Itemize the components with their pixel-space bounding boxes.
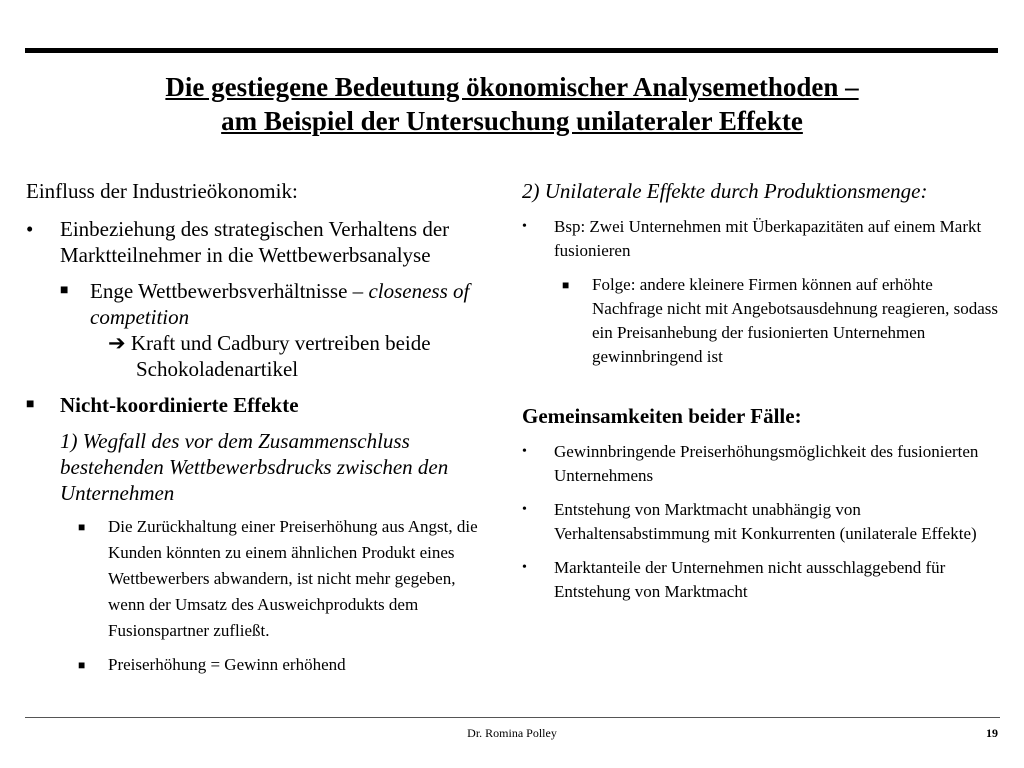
right-sub-bullet-1-text: Folge: andere kleinere Firmen können auf erhöhte Nachfrage nicht mit Angebotsausdehnung reagieren, sodass ein Preisanhebung der fusionierten Unternehmen gewinnbringend ist — [592, 275, 998, 366]
arrow-line — [90, 330, 496, 356]
slide-title — [0, 70, 1024, 138]
bullet-dot-icon: • — [522, 560, 527, 575]
common-item — [522, 498, 1002, 546]
left-sub-bullet-1-text: Enge Wettbewerbsverhältnisse – — [90, 279, 364, 303]
left-section-1: 1) Wegfall des vor dem Zusammenschluss bestehenden Wettbewerbsdrucks zwischen den Unternehmen — [60, 429, 449, 505]
common-item — [522, 440, 1002, 488]
left-sub-bullet-2 — [26, 392, 496, 418]
bullet-dot-icon: • — [522, 502, 527, 517]
arrow-right-icon: ➔ — [108, 331, 126, 355]
title-line-1: Die gestiegene Bedeutung ökonomischer Analysemethoden – — [165, 72, 859, 102]
common-item-text: Entstehung von Marktmacht unabhängig von Verhaltensabstimmung mit Konkurrenten (unilaterale Effekte) — [554, 500, 977, 543]
square-bullet-icon: ■ — [562, 278, 570, 292]
square-bullet-icon: ■ — [60, 283, 69, 298]
left-column — [26, 178, 496, 686]
left-sub-bullet-1 — [26, 278, 496, 382]
arrow-line-text: Kraft und Cadbury vertreiben beide — [130, 331, 431, 355]
bottom-rule — [25, 717, 1000, 718]
common-heading: Gemeinsamkeiten beider Fälle: — [522, 404, 802, 428]
left-detail-1-text: Die Zurückhaltung einer Preiserhöhung aus Angst, die Kunden könnten zu einem ähnlichen Produkt eines Wettbewerbers abwandern, ist nicht mehr gegeben, wenn der Umsatz des Ausweichprodukts dem Fusionspartner zufließt. — [108, 517, 478, 640]
left-heading: Einfluss der Industrieökonomik: — [26, 179, 298, 203]
left-bullet-1-text: Einbeziehung des strategischen Verhaltens der Marktteilnehmer in die Wettbewerbsanalyse — [60, 217, 450, 267]
left-sub-bullet-2-text: Nicht-koordinierte Effekte — [60, 393, 299, 417]
common-item-text: Marktanteile der Unternehmen nicht ausschlaggebend für Entstehung von Marktmacht — [554, 558, 946, 601]
arrow-line-continued: Schokoladenartikel — [136, 357, 299, 381]
bullet-dot-icon: • — [522, 444, 527, 459]
right-column — [522, 178, 1002, 614]
bullet-dot-icon: • — [522, 219, 527, 234]
square-bullet-icon: ■ — [78, 520, 86, 534]
footer-author: Dr. Romina Polley — [467, 726, 557, 740]
right-bullet-1 — [522, 215, 1002, 263]
right-bullet-1-text: Bsp: Zwei Unternehmen mit Überkapazitäten auf einem Markt fusionieren — [554, 217, 982, 260]
right-sub-bullet-1 — [522, 273, 1002, 369]
left-sub-bullet-1-italic: closeness of competition — [90, 279, 470, 329]
left-detail-1 — [26, 514, 496, 644]
top-rule — [25, 48, 998, 53]
square-bullet-icon: ■ — [78, 658, 86, 672]
title-line-2: am Beispiel der Untersuchung unilateraler Effekte — [221, 106, 803, 136]
left-detail-2-text: Preiserhöhung = Gewinn erhöhend — [108, 655, 346, 674]
square-bullet-icon: ■ — [26, 397, 35, 412]
left-detail-2 — [26, 652, 496, 678]
common-item — [522, 556, 1002, 604]
bullet-dot-icon: • — [26, 217, 34, 241]
common-item-text: Gewinnbringende Preiserhöhungsmöglichkeit des fusionierten Unternehmens — [554, 442, 979, 485]
page-number: 19 — [986, 726, 998, 740]
right-heading: 2) Unilaterale Effekte durch Produktionsmenge: — [522, 179, 928, 203]
left-bullet-1 — [26, 216, 496, 268]
